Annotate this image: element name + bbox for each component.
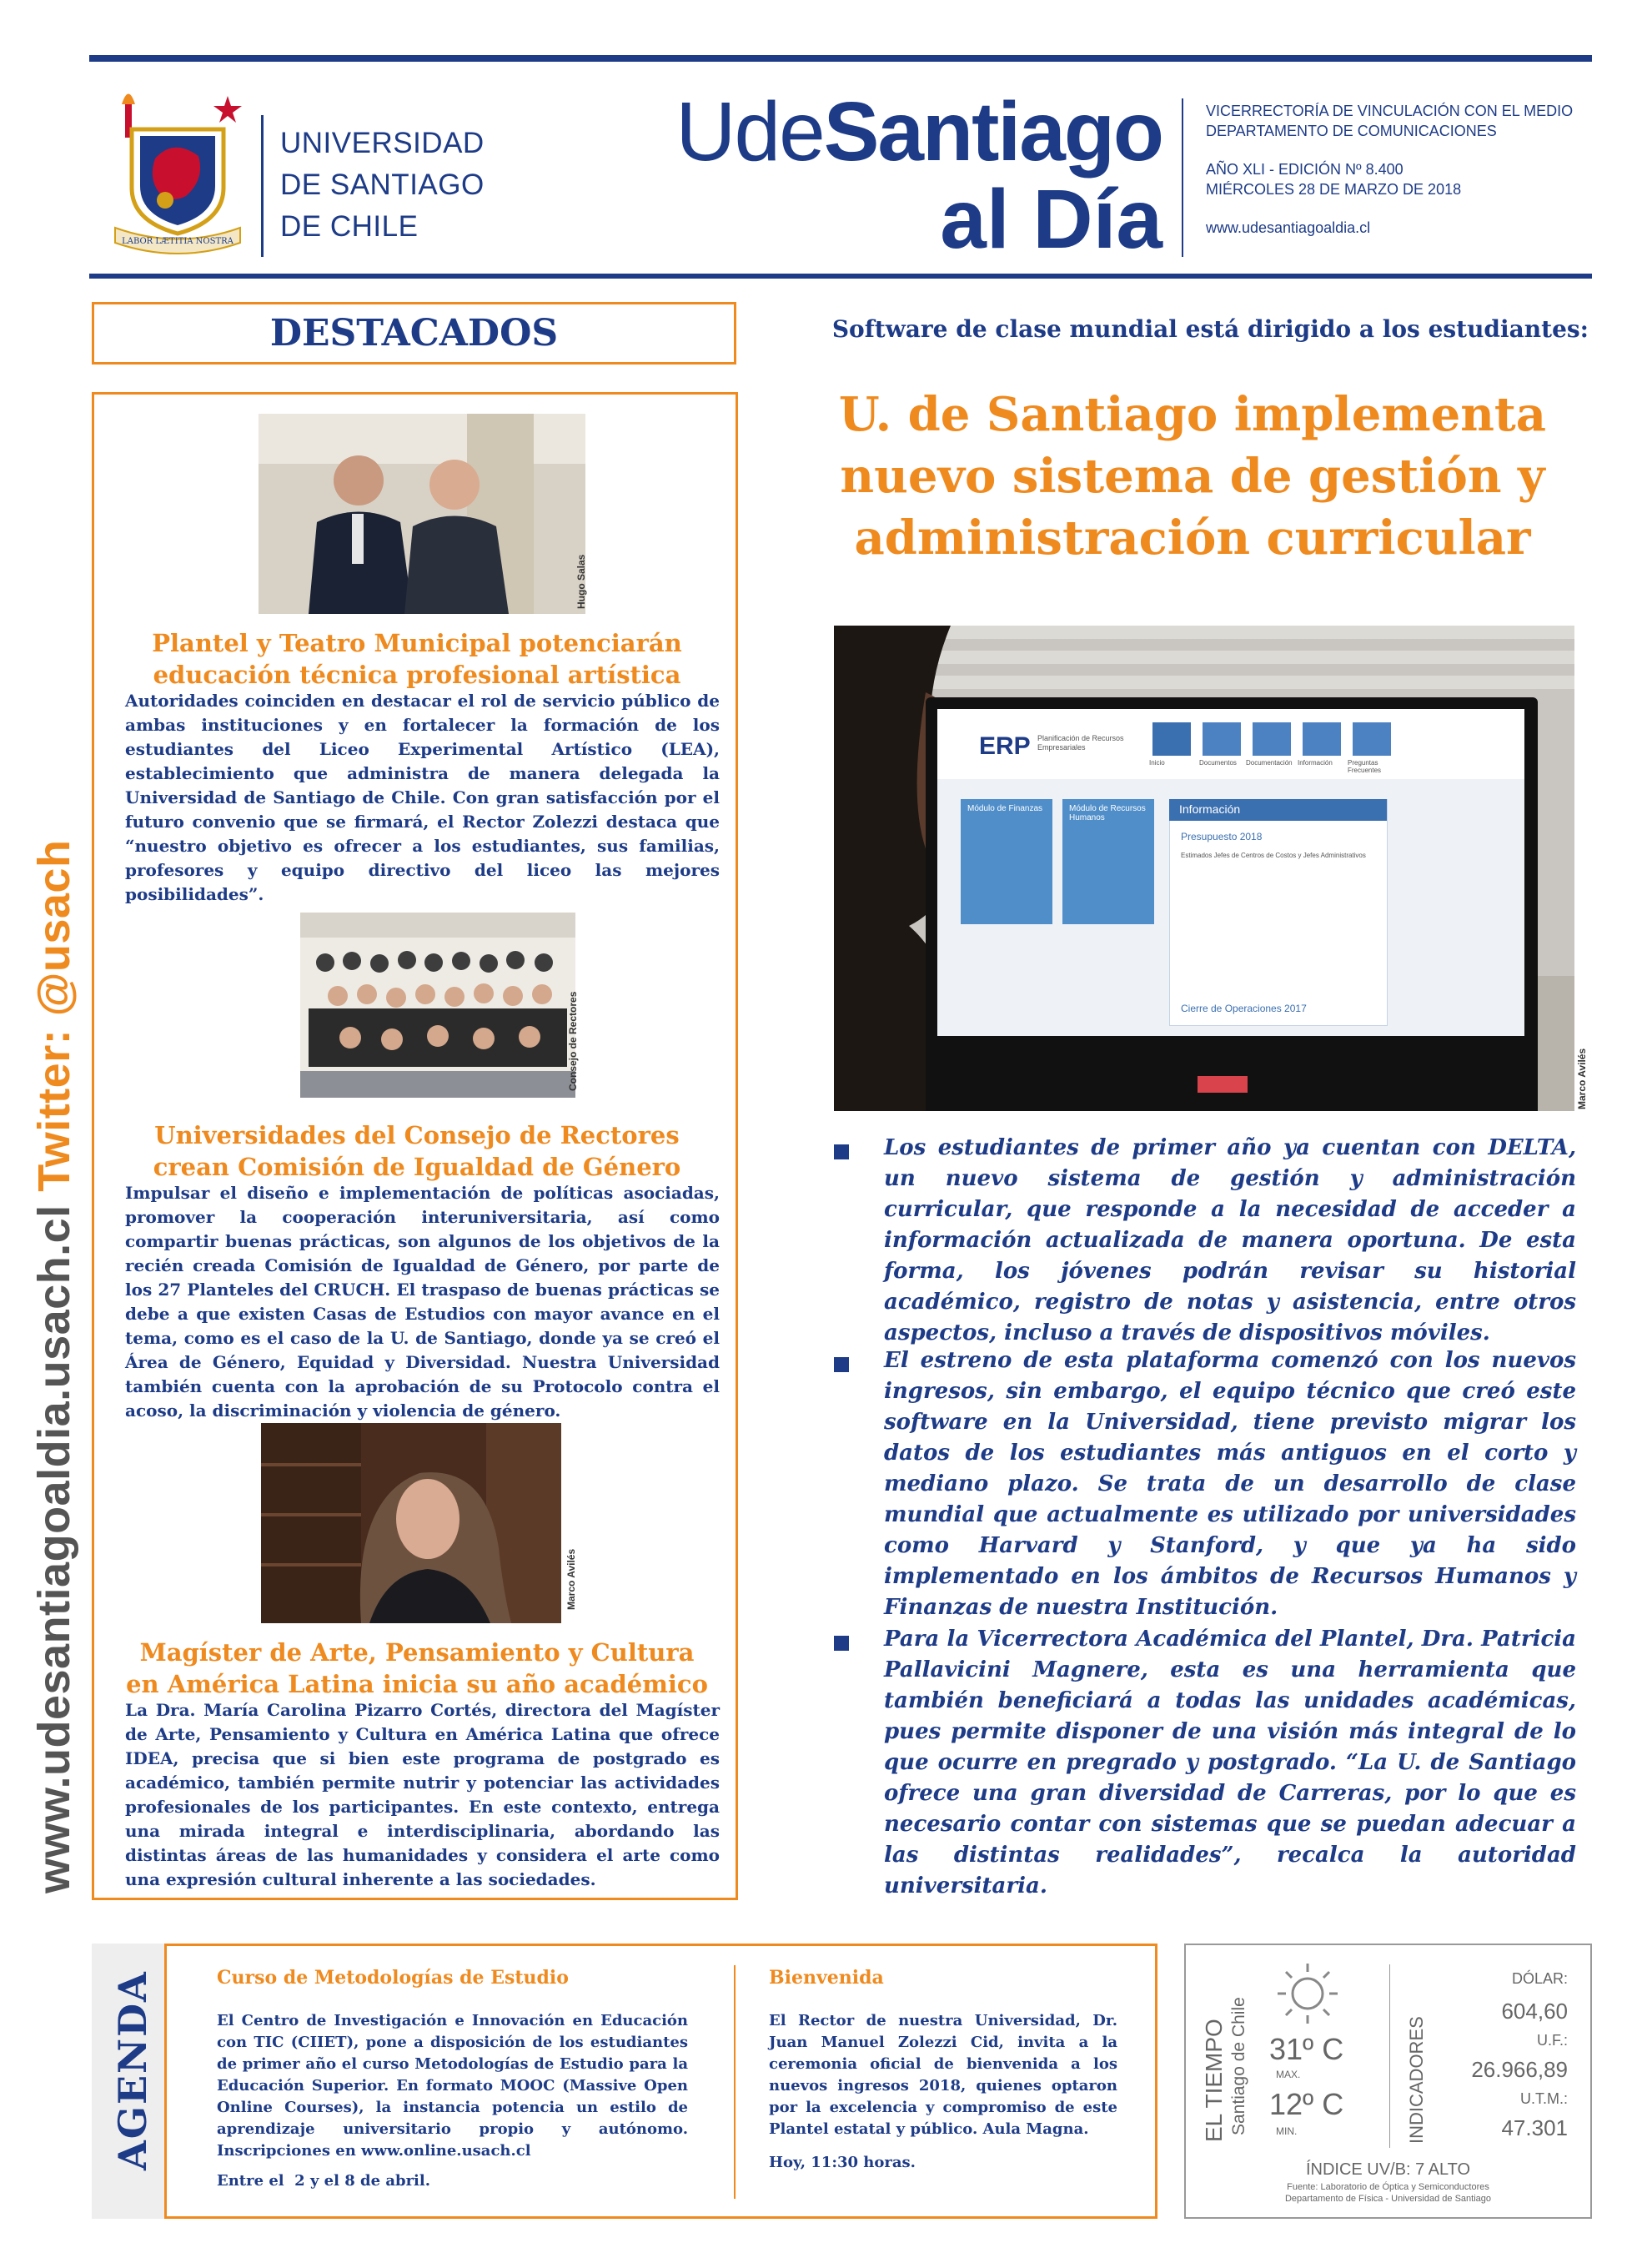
- bullet-3: [834, 1636, 849, 1651]
- story-1-photo: [259, 414, 585, 614]
- tile-finanzas-label: Módulo de Finanzas: [967, 804, 1043, 813]
- max-label: MAX.: [1276, 2069, 1301, 2080]
- agenda-item-1-title: Curso de Metodologías de Estudio: [217, 1967, 569, 1989]
- main-paragraph-2: El estreno de esta plataforma comenzó con los nuevos ingresos, sin embargo, el equipo técnico que creó este software en la Universidad, tiene previsto migrar los datos de los estudiantes más antiguos en el corto y mediano plazo. Se trata de un desarrollo de clase mundial que actualmente es utilizado por universidades como Harvard y Stanford, y que ya ha sido implementado en los ámbitos de Recursos Humanos y Finanzas de nuestra Institución.: [884, 1348, 1576, 1620]
- max-temp: 31º C: [1269, 2032, 1344, 2066]
- edition-line: AÑO XLI - EDICIÓN Nº 8.400: [1206, 161, 1403, 178]
- twitter-handle[interactable]: Twitter: @usach: [29, 839, 79, 1205]
- website-link[interactable]: www.udesantiagoaldia.cl: [1206, 219, 1371, 236]
- main-story-photo: [834, 626, 1574, 1111]
- agenda-item-1-when: Entre el 2 y el 8 de abril.: [217, 2172, 430, 2190]
- tile-rrhh-label: Módulo de Recursos Humanos: [1069, 804, 1146, 822]
- agenda-label: AGENDA: [110, 1970, 155, 2170]
- bottom-rule: [89, 274, 1592, 279]
- departamento-line: DEPARTAMENTO DE COMUNICACIONES: [1206, 123, 1497, 139]
- screen-nav-documentos[interactable]: [1203, 722, 1241, 756]
- story-2-headline-line-1: Universidades del Consejo de Rectores: [154, 1121, 680, 1149]
- weather-divider: [1389, 1964, 1390, 2148]
- story-3-photo: [261, 1423, 561, 1623]
- agenda-item-2-title: Bienvenida: [769, 1967, 884, 1989]
- main-headline-line-3: administración curricular: [854, 510, 1531, 566]
- erp-logo-subtitle: Planificación de Recursos Empresariales: [1037, 734, 1124, 752]
- screen-nav-documentacion[interactable]: [1253, 722, 1291, 756]
- bullet-1: [834, 1144, 849, 1159]
- min-label: MIN.: [1276, 2125, 1298, 2137]
- monitor-screen: [937, 709, 1524, 1036]
- crest-motto: LABOR LÆTITIA NOSTRA: [122, 237, 233, 246]
- date-line: MIÉRCOLES 28 DE MARZO DE 2018: [1206, 181, 1462, 198]
- screen-nav-informacion-label: Información: [1298, 759, 1333, 767]
- uv-index: ÍNDICE UV/B: 7 ALTO: [1305, 2160, 1471, 2179]
- story-3-photo-credit: Marco Avilés: [565, 1548, 577, 1610]
- screen-nav-preguntas[interactable]: [1353, 722, 1391, 756]
- story-2-photo-credit: Consejo de Rectores: [567, 991, 579, 1091]
- info-panel-title: Información: [1179, 802, 1241, 816]
- main-story-headline: [801, 384, 1584, 569]
- brand-light: Ude: [675, 85, 824, 179]
- agenda-item-1-body: El Centro de Investigación e Innovación en Educación con TIC (CIIET), pone a disposición de los estudiantes de primer año el curso Metodologías de Estudio para la Educación Superior. En formato MOOC (Massive Open Online Courses), la instancia potencia un estilo de aprendizaje universitario propio y autónomo. Inscripciones en www.online.usach.cl: [217, 2012, 688, 2160]
- university-name-line-3: DE CHILE: [280, 210, 419, 243]
- story-1-headline-line-2: educación técnica profesional artística: [153, 661, 681, 689]
- screen-nav-preguntas-label: Preguntas Frecuentes: [1348, 759, 1382, 774]
- screen-nav-informacion[interactable]: [1303, 722, 1341, 756]
- main-photo-credit: Marco Avilés: [1576, 1048, 1588, 1109]
- vicerrectoria-line: VICERRECTORÍA DE VINCULACIÓN CON EL MEDIO: [1206, 103, 1574, 119]
- screen-nav-documentos-label: Documentos: [1199, 759, 1237, 767]
- story-1-photo-credit: Hugo Salas: [575, 554, 587, 609]
- info-text: Estimados Jefes de Centros de Costos y Jefes Administrativos: [1181, 852, 1366, 859]
- main-headline-line-2: nuevo sistema de gestión y: [840, 449, 1545, 504]
- story-2-photo: [300, 913, 575, 1098]
- main-paragraph-1: Los estudiantes de primer año ya cuentan con DELTA, un nuevo sistema de gestión y administración curricular, que responde a la necesidad de acceder a información actualizada de manera oportuna. De esta forma, los jóvenes podrán revisar su historial académico, registro de notas y asistencia, entre otros aspectos, incluso a través de dispositivos móviles.: [884, 1135, 1576, 1345]
- story-1-headline-line-1: Plantel y Teatro Municipal potenciarán: [152, 629, 682, 657]
- story-1-body: Autoridades coinciden en destacar el rol de servicio público de ambas instituciones y en fortalecer la formación de los estudiantes del Liceo Experimental Artístico (LEA), establecimiento que administra de manera delegada la Universidad de Santiago de Chile. Con gran satisfacción por el futuro convenio que se firmará, el Rector Zolezzi destaca que “nuestro objetivo es ofrecer a los estudiantes, sus familias, profesores y equipo directivo del liceo las mejores posibilidades”.: [125, 691, 720, 904]
- destacados-title: DESTACADOS: [269, 312, 559, 355]
- website-url-text[interactable]: www.udesantiagoaldia.usach.cl: [29, 1204, 79, 1893]
- story-3-headline-line-1: Magíster de Arte, Pensamiento y Cultura: [139, 1638, 695, 1667]
- indicator-utm-value: 47.301: [1501, 2115, 1568, 2140]
- bullet-2: [834, 1357, 849, 1372]
- sidebar-url: [28, 840, 80, 1893]
- agenda-item-2-body: El Rector de nuestra Universidad, Dr. Juan Manuel Zolezzi Cid, invita a la ceremonia oficial de bienvenida a los nuevos ingresos 2018, quienes optaron por la excelencia y compromiso de este Plantel estatal y público. Aula Magna.: [769, 2012, 1117, 2138]
- story-3-body: La Dra. María Carolina Pizarro Cortés, directora del Magíster de Arte, Pensamiento y Cultura en América Latina que ofrece IDEA, precisa que si bien este programa de postgrado es académico, también permite nutrir y potenciar las actividades profesionales de los participantes. En este contexto, entrega una mirada integral e interdisciplinaria, abordando las distintas áreas de las humanidades y considera el arte como una expresión cultural inherente a las sociedades.: [125, 1700, 720, 1889]
- weather-label: EL TIEMPO: [1201, 2019, 1227, 2142]
- screen-nav-documentacion-label: Documentación: [1246, 759, 1293, 767]
- tile-finanzas[interactable]: [961, 799, 1052, 924]
- main-story-kicker: Software de clase mundial está dirigido a los estudiantes:: [831, 315, 1589, 343]
- indicators-label: INDICADORES: [1406, 2016, 1427, 2144]
- indicator-utm-name: U.T.M.:: [1520, 2090, 1568, 2107]
- main-paragraph-3: Para la Vicerrectora Académica del Plantel, Dra. Patricia Pallavicini Magnere, esta es una herramienta que también beneficiará a todas las unidades académicas, pues permite disponer de una visión más integral de lo que ocurre en pregrado y postgrado. “La U. de Santiago ofrece una gran diversidad de Carreras, por lo que es necesario contar con sistemas que se puedan adecuar a las distintas realidades”, recalca la autoridad universitaria.: [884, 1627, 1576, 1898]
- screen-nav-inicio[interactable]: [1152, 722, 1191, 756]
- indicator-dolar-value: 604,60: [1501, 1999, 1568, 2024]
- indicator-dolar-name: DÓLAR:: [1511, 1970, 1568, 1987]
- info-item-cierre[interactable]: Cierre de Operaciones 2017: [1181, 1003, 1307, 1014]
- indicator-uf-name: U.F.:: [1536, 2032, 1568, 2049]
- story-3-headline-line-2: en América Latina inicia su año académico: [126, 1670, 708, 1698]
- crest-divider: [261, 115, 264, 257]
- university-crest-logo: [107, 79, 249, 254]
- weather-sublabel: Santiago de Chile: [1229, 1997, 1248, 2135]
- info-item-presupuesto[interactable]: Presupuesto 2018: [1181, 831, 1263, 842]
- story-2-headline-line-2: crean Comisión de Igualdad de Género: [153, 1153, 681, 1181]
- masthead-divider: [1182, 98, 1183, 257]
- screen-nav-inicio-label: Inicio: [1149, 759, 1165, 767]
- university-name-line-2: DE SANTIAGO: [280, 168, 485, 201]
- agenda-item-2-when: Hoy, 11:30 horas.: [769, 2154, 916, 2171]
- min-temp: 12º C: [1269, 2087, 1344, 2121]
- main-headline-line-1: U. de Santiago implementa: [838, 387, 1547, 442]
- brand-bold: Santiago: [823, 85, 1162, 179]
- weather-source-1: Fuente: Laboratorio de Óptica y Semiconductores: [1287, 2182, 1489, 2192]
- agenda-divider: [734, 1965, 736, 2199]
- top-rule: [89, 55, 1592, 62]
- brand-title-line-2: al Día: [940, 173, 1162, 266]
- university-name-line-1: UNIVERSIDAD: [280, 127, 485, 159]
- brand-title-line-1: [675, 85, 1162, 179]
- erp-logo: ERP: [979, 732, 1031, 760]
- sun-icon: [1274, 1960, 1341, 2027]
- story-2-body: Impulsar el diseño e implementación de políticas asociadas, promover la cooperación interuniversitaria, así como compartir buenas prácticas, son algunos de los objetivos de la recién creada Comisión de Igualdad de Género, por parte de los 27 Planteles del CRUCH. El traspaso de buenas prácticas se debe a que existen Casas de Estudios con mayor avance en el tema, como es el caso de la U. de Santiago, donde ya se creó el Área de Género, Equidad y Diversidad. Nuestra Universidad también cuenta con la aprobación de su Protocolo contra el acoso, la discriminación y violencia de género.: [125, 1183, 720, 1421]
- indicator-uf-value: 26.966,89: [1471, 2057, 1568, 2082]
- weather-source-2: Departamento de Física - Universidad de Santiago: [1284, 2194, 1492, 2204]
